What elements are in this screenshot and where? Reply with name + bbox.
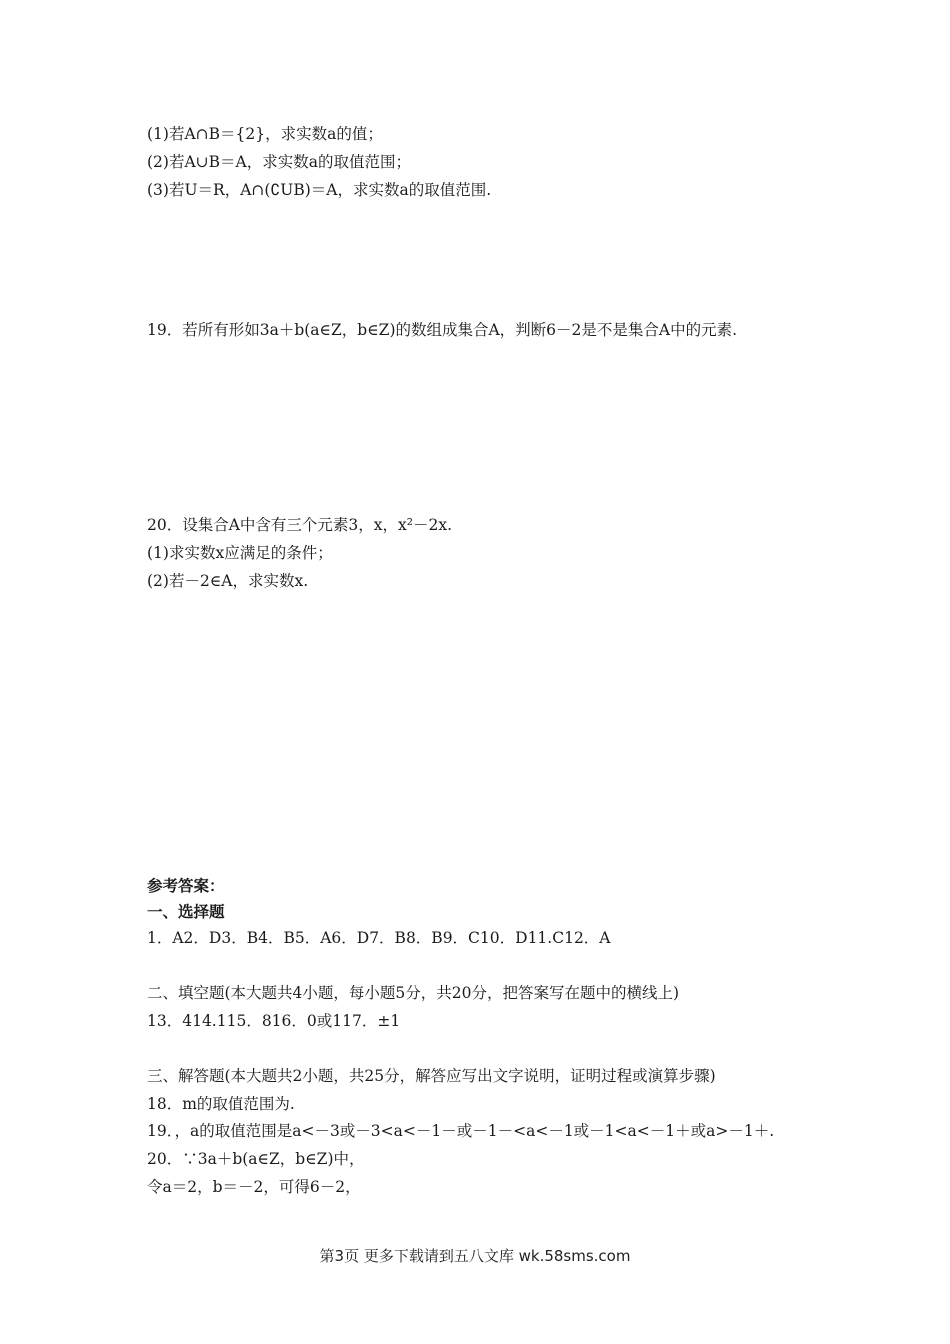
question-18-part-2: (2)若A∪B＝A，求实数a的取值范围； [147, 153, 411, 171]
answers-heading: 参考答案： [147, 877, 225, 895]
answers-section-3-title: 三、解答题(本大题共2小题，共25分，解答应写出文字说明，证明过程或演算步骤) [147, 1067, 716, 1085]
answers-section-2-title: 二、填空题(本大题共4小题，每小题5分，共20分，把答案写在题中的横线上) [147, 984, 680, 1002]
question-18-part-1: (1)若A∩B＝{2}，求实数a的值； [147, 125, 383, 143]
answer-20-continued: 令a＝2，b＝－2，可得6－2， [147, 1178, 361, 1196]
answers-section-2-line: 13．414.115．816．0或117．±1 [147, 1012, 401, 1030]
question-20-part-1: (1)求实数x应满足的条件； [147, 544, 333, 562]
question-19: 19．若所有形如3a＋b(a∈Z，b∈Z)的数组成集合A，判断6－2是不是集合A中的元素. [147, 321, 738, 339]
question-20-part-2: (2)若－2∈A，求实数x. [147, 572, 309, 590]
answer-18: 18．m的取值范围为. [147, 1095, 295, 1113]
answers-section-1-title: 一、选择题 [147, 903, 225, 921]
question-20: 20．设集合A中含有三个元素3，x，x²－2x. [147, 516, 453, 534]
answers-section-1-line: 1．A2．D3．B4．B5．A6．D7．B8．B9．C10．D11.C12．A [147, 929, 611, 947]
answer-20: 20．∵3a＋b(a∈Z，b∈Z)中， [147, 1150, 365, 1168]
question-18-part-3: (3)若U＝R，A∩(∁UB)＝A，求实数a的取值范围. [147, 181, 492, 199]
page-footer: 第3页 更多下载请到五八文库 wk.58sms.com [319, 1247, 631, 1265]
answer-19: 19．，a的取值范围是a<－3或－3<a<－1－或－1－<a<－1或－1<a<－1＋或a>－1＋. [147, 1122, 775, 1140]
